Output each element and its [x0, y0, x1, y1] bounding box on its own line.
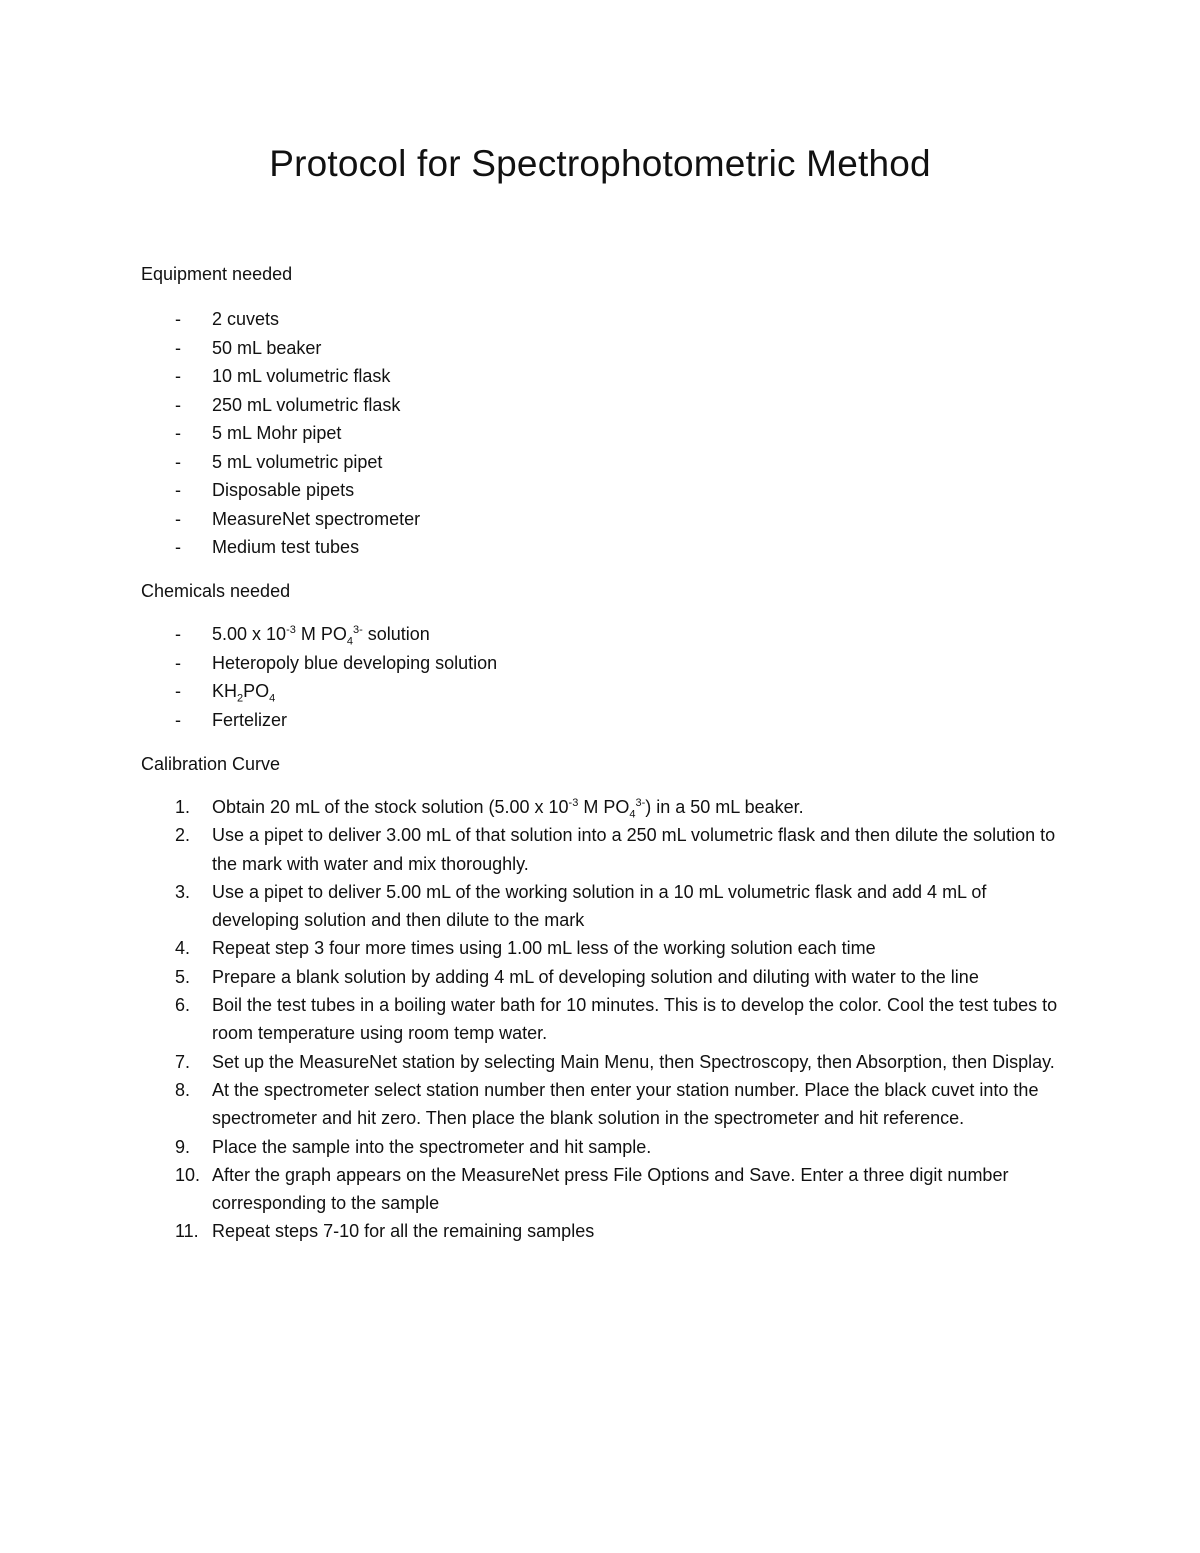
list-item: - Medium test tubes — [141, 533, 420, 562]
equipment-heading: Equipment needed — [141, 264, 293, 284]
chemicals-list — [141, 620, 497, 734]
step-item: 10. After the graph appears on the MeasureNet press File Options and Save. Enter a three digit number corresponding to the sample — [141, 1161, 1071, 1218]
bullet-dash: - — [175, 709, 181, 730]
step-number: 5. — [175, 966, 191, 987]
list-item: - 5 mL Mohr pipet — [141, 419, 420, 448]
list-item: - 2 cuvets — [141, 305, 420, 334]
bullet-dash: - — [175, 451, 181, 472]
step-number: 4. — [175, 938, 191, 959]
bullet-dash: - — [175, 508, 181, 529]
step-item: 7. Set up the MeasureNet station by selecting Main Menu, then Spectroscopy, then Absorption, then Display. — [141, 1048, 1071, 1076]
step-number: 3. — [175, 881, 191, 902]
step-item: 1. Obtain 20 mL of the stock solution (5.00 x $10^{-3}$ M $PO_4^{3-}$) in a 50 mL beaker. — [141, 793, 1071, 821]
list-item: - 5 mL volumetric pipet — [141, 448, 420, 477]
equipment-list — [141, 305, 420, 562]
step-item: 3. Use a pipet to deliver 5.00 mL of the working solution in a 10 mL volumetric flask and add 4 mL of developing solution and then dilute to the mark — [141, 878, 1071, 935]
step-number: 6. — [175, 995, 191, 1016]
bullet-dash: - — [175, 537, 181, 557]
list-item: - 250 mL volumetric flask — [141, 391, 420, 420]
bullet-dash: - — [175, 480, 181, 500]
step-item: 2. Use a pipet to deliver 3.00 mL of that solution into a 250 mL volumetric flask and then dilute the solution to the mark with water and mix thoroughly. — [141, 821, 1071, 878]
bullet-dash: - — [175, 394, 181, 415]
step-number: 2. — [175, 825, 191, 846]
list-item: - MeasureNet spectrometer — [141, 505, 420, 534]
step-number: 8. — [175, 1079, 191, 1100]
list-item: - Heteropoly blue developing solution — [141, 649, 497, 678]
list-item: - 5.00 x $10^{-3}$ M $PO_4^{3-}$ solution — [141, 620, 497, 649]
step-item: 5. Prepare a blank solution by adding 4 mL of developing solution and diluting with water to the line — [141, 963, 1071, 991]
bullet-dash: - — [175, 337, 181, 358]
step-number: 1. — [175, 797, 191, 817]
step-item: 8. At the spectrometer select station number then enter your station number. Place the black cuvet into the spectrometer and hit zero. Then place the blank solution in the spectrometer and hit reference. — [141, 1076, 1071, 1133]
step-item: 11. Repeat steps 7-10 for all the remaining samples — [141, 1217, 1071, 1245]
calibration-steps — [141, 793, 1071, 1246]
bullet-dash: - — [175, 366, 181, 386]
step-number: 7. — [175, 1051, 191, 1072]
list-item: - 50 mL beaker — [141, 334, 420, 363]
step-number: 11. — [175, 1221, 199, 1242]
calibration-heading: Calibration Curve — [141, 754, 281, 774]
step-number: 10. — [175, 1164, 201, 1185]
list-item: - Disposable pipets — [141, 476, 420, 505]
list-item: - $KH_2PO_4$ — [141, 677, 497, 706]
page-title: Protocol for Spectrophotometric Method — [269, 143, 931, 184]
bullet-dash: - — [175, 652, 181, 673]
bullet-dash: - — [175, 624, 181, 644]
chemicals-heading: Chemicals needed — [141, 581, 291, 601]
step-number: 9. — [175, 1136, 191, 1157]
bullet-dash: - — [175, 423, 181, 443]
list-item: - 10 mL volumetric flask — [141, 362, 420, 391]
bullet-dash: - — [175, 681, 181, 701]
list-item: - Fertelizer — [141, 706, 497, 735]
step-item: 9. Place the sample into the spectrometer and hit sample. — [141, 1133, 1071, 1161]
step-item: 6. Boil the test tubes in a boiling water bath for 10 minutes. This is to develop the color. Cool the test tubes to room temperature using room temp water. — [141, 991, 1071, 1048]
bullet-dash: - — [175, 309, 181, 329]
step-item: 4. Repeat step 3 four more times using 1.00 mL less of the working solution each time — [141, 934, 1071, 962]
